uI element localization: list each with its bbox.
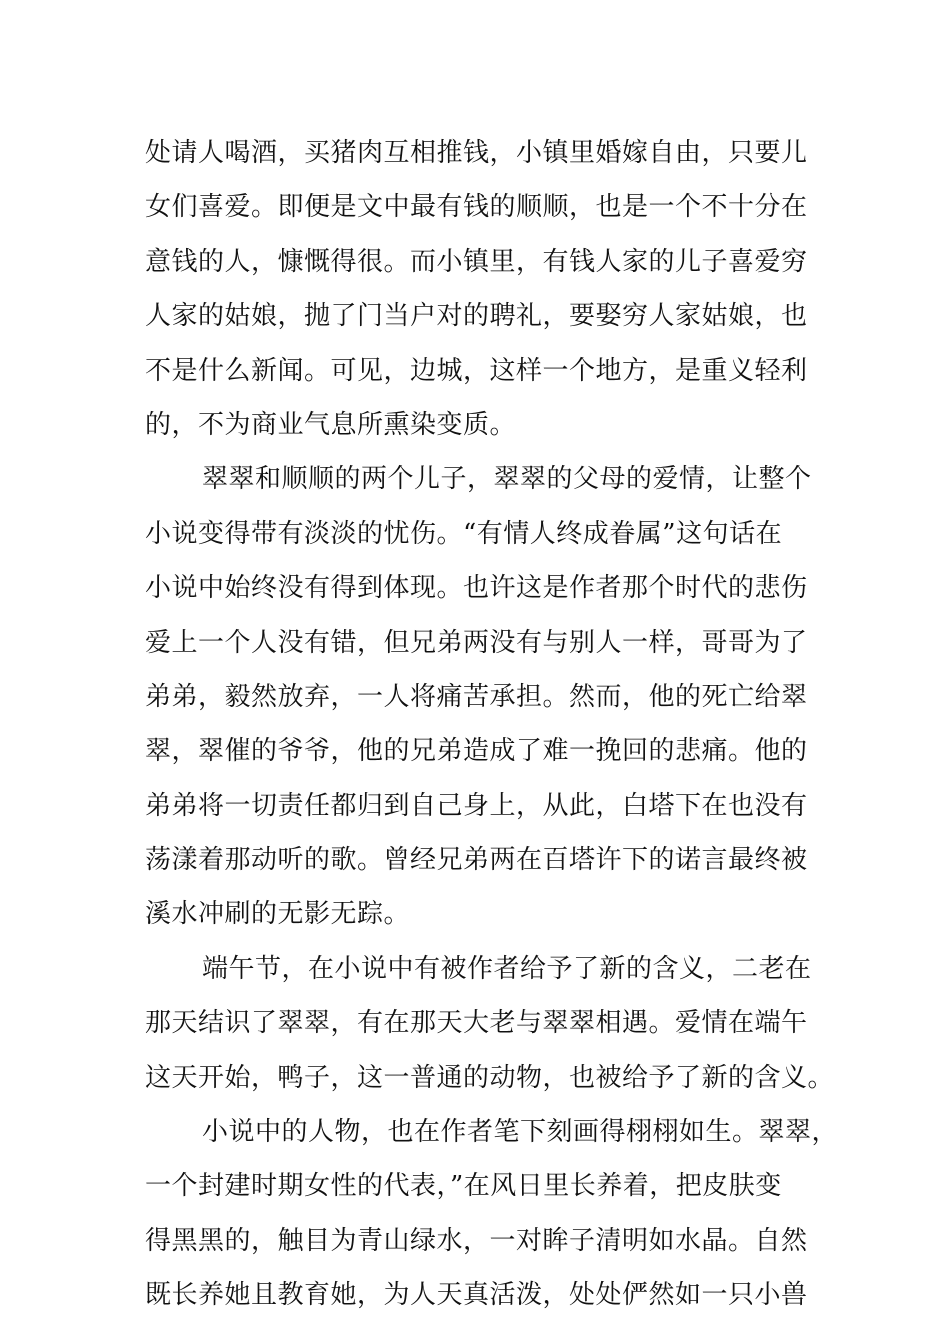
paragraph-first-line: 小说中的人物，也在作者笔下刻画得栩栩如生。翠翠， bbox=[202, 1117, 839, 1148]
text-line: 那天结识了翠翠，有在那天大老与翠翠相遇。爱情在端午 bbox=[145, 1008, 808, 1039]
text-line: 女们喜爱。即便是文中最有钱的顺顺，也是一个不十分在 bbox=[145, 192, 808, 223]
paragraph-first-line: 端午节，在小说中有被作者给予了新的含义，二老在 bbox=[202, 953, 812, 984]
text-line: 一个封建时期女性的代表，”在风日里长养着，把皮肤变 bbox=[145, 1171, 782, 1202]
text-line: 小说变得带有淡淡的忧伤。“有情人终成眷属”这句话在 bbox=[145, 518, 783, 549]
text-line: 得黑黑的，触目为青山绿水，一对眸子清明如水晶。自然 bbox=[145, 1225, 808, 1256]
text-line: 小说中始终没有得到体现。也许这是作者那个时代的悲伤 bbox=[145, 573, 808, 604]
text-line: 荡漾着那动听的歌。曾经兄弟两在百塔许下的诺言最终被 bbox=[145, 845, 808, 876]
text-line: 弟弟将一切责任都归到自己身上，从此，白塔下在也没有 bbox=[145, 790, 808, 821]
text-line: 既长养她且教育她，为人天真活泼，处处俨然如一只小兽 bbox=[145, 1280, 808, 1311]
text-line: 弟弟，毅然放弃，一人将痛苦承担。然而，他的死亡给翠 bbox=[145, 681, 808, 712]
text-line: 溪水冲刷的无影无踪。 bbox=[145, 899, 411, 930]
text-line: 处请人喝酒，买猪肉互相推钱，小镇里婚嫁自由，只要儿 bbox=[145, 138, 808, 168]
body-text bbox=[145, 126, 839, 1323]
text-line: 翠，翠催的爷爷，他的兄弟造成了难一挽回的悲痛。他的 bbox=[145, 736, 808, 767]
text-line: 不是什么新闻。可见，边城，这样一个地方，是重义轻利 bbox=[145, 355, 808, 386]
text-line: 人家的姑娘，抛了门当户对的聘礼，要娶穷人家姑娘，也 bbox=[145, 301, 808, 332]
text-line: 爱上一个人没有错，但兄弟两没有与别人一样，哥哥为了 bbox=[145, 627, 808, 658]
text-line: 意钱的人，慷慨得很。而小镇里，有钱人家的儿子喜爱穷 bbox=[145, 246, 808, 277]
text-line: 的，不为商业气息所熏染变质。 bbox=[145, 409, 517, 440]
paragraph-first-line: 翠翠和顺顺的两个儿子，翠翠的父母的爱情，让整个 bbox=[202, 464, 812, 495]
text-line: 这天开始，鸭子，这一普通的动物，也被给予了新的含义。 bbox=[145, 1062, 835, 1093]
